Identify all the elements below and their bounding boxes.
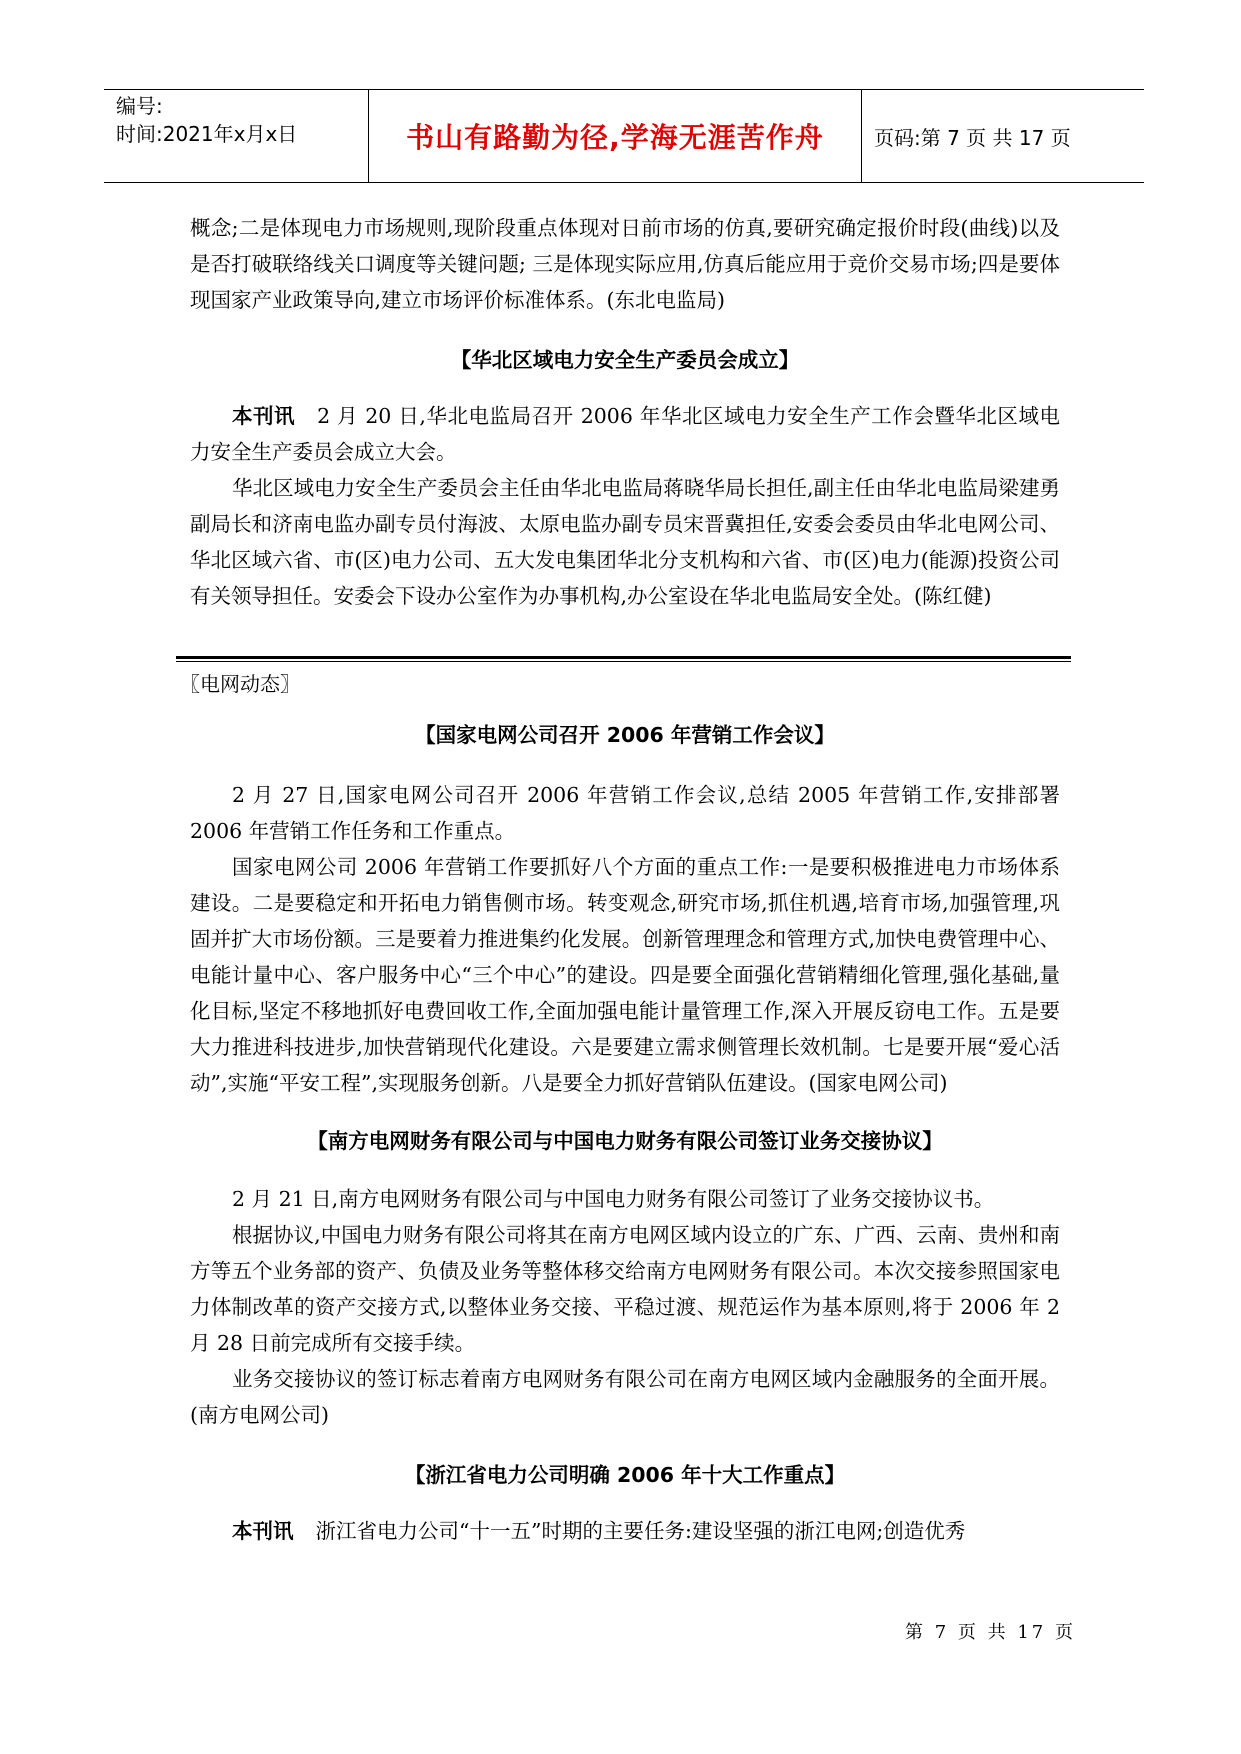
- article-paragraph: 华北区域电力安全生产委员会主任由华北电监局蒋晓华局长担任,副主任由华北电监局梁建勇副局长和济南电监办副专员付海波、太原电监办副专员宋晋冀担任,安委会委员由华北电网公司、华北区域六省、市(区)电力公司、五大发电集团华北分支机构和六省、市(区)电力(能源)投资公司有关领导担任。安委会下设办公室作为办事机构,办公室设在华北电监局安全处。(陈红健): [190, 476, 1060, 608]
- body-content: [190, 210, 1060, 614]
- article-paragraph: 业务交接协议的签订标志着南方电网财务有限公司在南方电网区域内金融服务的全面开展。(南方电网公司): [190, 1367, 1060, 1427]
- article-title: 【华北区域电力安全生产委员会成立】: [450, 348, 800, 372]
- article-paragraph: 国家电网公司 2006 年营销工作要抓好八个方面的重点工作:一是要积极推进电力市场体系建设。二是要稳定和开拓电力销售侧市场。转变观念,研究市场,抓住机遇,培育市场,加强管理,巩固并扩大市场份额。三是要着力推进集约化发展。创新管理理念和管理方式,加快电费管理中心、电能计量中心、客户服务中心“三个中心”的建设。四是要全面强化营销精细化管理,强化基础,量化目标,坚定不移地抓好电费回收工作,全面加强电能计量管理工作,深入开展反窃电工作。五是要大力推进科技进步,加快营销现代化建设。六是要建立需求侧管理长效机制。七是要开展“爱心活动”,实施“平安工程”,实现服务创新。八是要全力抓好营销队伍建设。(国家电网公司): [190, 855, 1060, 1095]
- article-title: 【南方电网财务有限公司与中国电力财务有限公司签订业务交接协议】: [307, 1129, 943, 1153]
- number-label: 编号:: [116, 94, 163, 118]
- paragraph-text: 浙江省电力公司“十一五”时期的主要任务:建设坚强的浙江电网;创造优秀: [315, 1519, 966, 1543]
- article-paragraph: 2 月 21 日,南方电网财务有限公司与中国电力财务有限公司签订了业务交接协议书。: [232, 1187, 995, 1211]
- paragraph-text: 2 月 20 日,华北电监局召开 2006 年华北区域电力安全生产工作会暨华北区域电力安全生产委员会成立大会。: [190, 404, 1060, 464]
- article-title: 【国家电网公司召开 2006 年营销工作会议】: [415, 723, 835, 747]
- header-motto: 书山有路勤为径,学海无涯苦作舟: [406, 121, 824, 154]
- article-paragraph: [190, 398, 1060, 470]
- article-title: 【浙江省电力公司明确 2006 年十大工作重点】: [404, 1463, 846, 1487]
- article-paragraph: 根据协议,中国电力财务有限公司将其在南方电网区域内设立的广东、广西、云南、贵州和南方等五个业务部的资产、负债及业务等整体移交给南方电网财务有限公司。本次交接参照国家电力体制改革的资产交接方式,以整体业务交接、平稳过渡、规范运作为基本原则,将于 2006 年 2 月 28 日前完成所有交接手续。: [190, 1223, 1060, 1355]
- time-label: 时间:2021年x月x日: [116, 122, 298, 146]
- header-meta: [116, 92, 366, 148]
- section-label: 〖电网动态〗: [180, 672, 300, 696]
- header-page-label: 页码:第 7 页 共 17 页: [874, 125, 1071, 150]
- lead-label: 本刊讯: [232, 1519, 294, 1543]
- lead-label: 本刊讯: [232, 404, 296, 428]
- body-content-2: [190, 717, 1060, 1549]
- page-footer: 第 7 页 共 17 页: [905, 1622, 1076, 1643]
- section-divider: [176, 656, 1071, 662]
- article-paragraph: 2 月 27 日,国家电网公司召开 2006 年营销工作会议,总结 2005 年营销工作,安排部署 2006 年营销工作任务和工作重点。: [190, 783, 1060, 843]
- header-divider: [368, 90, 369, 182]
- article-paragraph: [190, 1513, 1060, 1549]
- page-header: [104, 89, 1144, 183]
- header-divider: [861, 90, 862, 182]
- continuation-paragraph: 概念;二是体现电力市场规则,现阶段重点体现对日前市场的仿真,要研究确定报价时段(曲线)以及是否打破联络线关口调度等关键问题; 三是体现实际应用,仿真后能应用于竞价交易市场;四是要体现国家产业政策导向,建立市场评价标准体系。(东北电监局): [190, 216, 1060, 312]
